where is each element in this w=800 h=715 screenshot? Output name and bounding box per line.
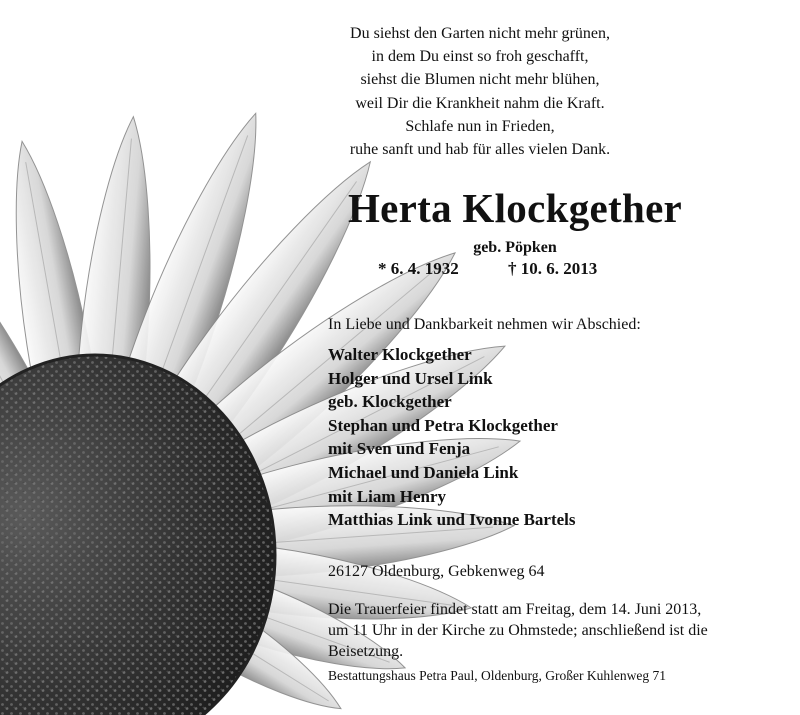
funeral-details <box>328 599 788 662</box>
mourner-line: Walter Klockgether <box>328 345 472 364</box>
mourner-line: Michael und Daniela Link <box>328 462 519 482</box>
birth-date: * 6. 4. 1932 <box>378 259 459 278</box>
mourner-line: mit Liam Henry <box>328 486 447 506</box>
mourner-line: Holger und Ursel Link <box>328 368 493 388</box>
mourner-line: mit Sven und Fenja <box>328 439 471 459</box>
undertaker-info: Bestattungshaus Petra Paul, Oldenburg, Großer Kuhlenweg 71 <box>328 668 666 683</box>
funeral-line: um 11 Uhr in der Kirche zu Ohmstede; anschließend ist die <box>328 622 708 639</box>
mourners-list <box>328 343 576 532</box>
family-address: 26127 Oldenburg, Gebkenweg 64 <box>328 563 545 580</box>
poem-line: Schlafe nun in Frieden, <box>405 117 555 135</box>
funeral-line: Beisetzung. <box>328 643 404 660</box>
mourner-line: Matthias Link und Ivonne Bartels <box>328 510 576 530</box>
funeral-line: Die Trauerfeier findet statt am Freitag, dem 14. Juni 2013, <box>328 601 702 618</box>
mourner-line: Stephan und Petra Klockgether <box>328 415 558 435</box>
death-date: † 10. 6. 2013 <box>508 259 598 278</box>
poem-line: in dem Du einst so froh geschafft, <box>371 48 589 66</box>
poem-line: weil Dir die Krankheit nahm die Kraft. <box>355 94 605 112</box>
poem-line: ruhe sanft und hab für alles vielen Dank. <box>349 141 611 159</box>
maiden-name: geb. Pöpken <box>473 239 557 256</box>
farewell-intro: In Liebe und Dankbarkeit nehmen wir Abschied: <box>328 316 641 333</box>
poem-line: Du siehst den Garten nicht mehr grünen, <box>350 25 610 42</box>
poem-line: siehst die Blumen nicht mehr blühen, <box>360 71 600 89</box>
mourner-line: geb. Klockgether <box>328 392 452 412</box>
deceased-name: Herta Klockgether <box>347 185 683 231</box>
poem <box>330 22 630 161</box>
